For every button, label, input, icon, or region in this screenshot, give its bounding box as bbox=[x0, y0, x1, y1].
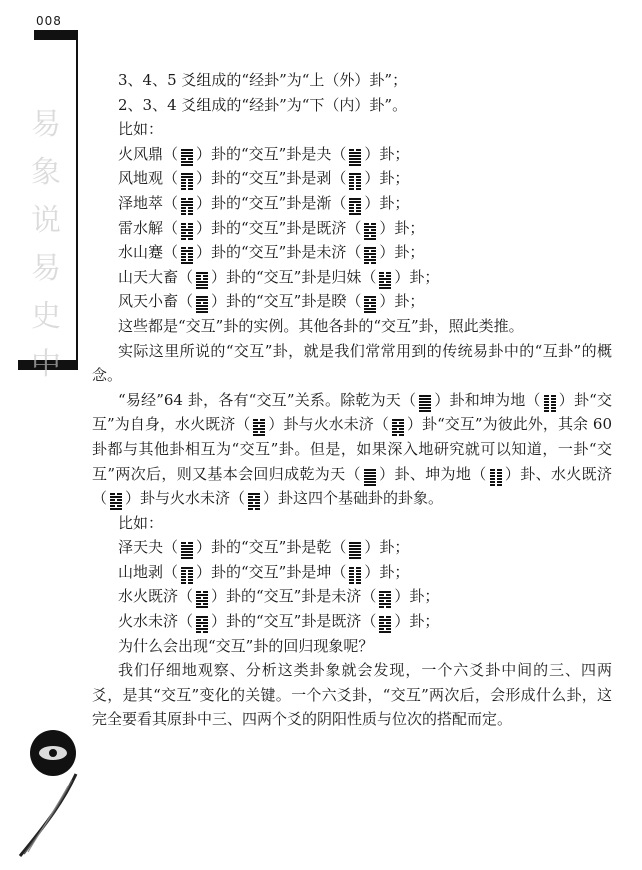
hexagram-icon bbox=[379, 591, 391, 602]
decorative-vertical-rule bbox=[76, 40, 78, 365]
hexagram-icon bbox=[181, 198, 193, 209]
paragraph: 这些都是“交互”卦的实例。其他各卦的“交互”卦，照此类推。 bbox=[118, 316, 524, 335]
side-title bbox=[28, 107, 64, 382]
hexagram-icon bbox=[349, 173, 361, 184]
example-line: 泽地萃（ ）卦的“交互”卦是渐（ ）卦； bbox=[92, 191, 612, 216]
hexagram-icon bbox=[349, 542, 361, 553]
hexagram-icon bbox=[181, 542, 193, 553]
paragraph: 实际这里所说的“交互”卦，就是我们常常用到的传统易卦中的“互卦”的概念。 bbox=[92, 341, 612, 385]
hexagram-icon bbox=[349, 567, 361, 578]
hexagram-icon bbox=[364, 247, 376, 258]
hexagram-icon bbox=[181, 149, 193, 160]
text-line: 比如： bbox=[118, 513, 164, 532]
hexagram-icon bbox=[110, 493, 122, 504]
side-title-char: 易 bbox=[31, 107, 61, 142]
side-title-char: 说 bbox=[31, 203, 61, 238]
hexagram-icon bbox=[181, 173, 193, 184]
example-line: 火水未济（ ）卦的“交互”卦是既济（ ）卦； bbox=[92, 609, 612, 634]
hexagram-icon bbox=[349, 149, 361, 160]
example-line: 风地观（ ）卦的“交互”卦是剥（ ）卦； bbox=[92, 166, 612, 191]
hexagram-icon bbox=[196, 296, 208, 307]
example-line: 水山蹇（ ）卦的“交互”卦是未济（ ）卦； bbox=[92, 240, 612, 265]
side-title-char: 易 bbox=[31, 251, 61, 286]
hexagram-icon bbox=[490, 469, 502, 480]
hexagram-icon bbox=[248, 493, 260, 504]
page-number: 008 bbox=[36, 14, 62, 28]
text-line: 为什么会出现“交互”卦的回归现象呢？ bbox=[118, 636, 374, 655]
example-line: 水火既济（ ）卦的“交互”卦是未济（ ）卦； bbox=[92, 584, 612, 609]
example-line: 火风鼎（ ）卦的“交互”卦是夬（ ）卦； bbox=[92, 142, 612, 167]
hexagram-icon bbox=[364, 296, 376, 307]
side-title-char: 象 bbox=[31, 155, 61, 190]
example-line: 山地剥（ ）卦的“交互”卦是坤（ ）卦； bbox=[92, 560, 612, 585]
hexagram-icon bbox=[196, 616, 208, 627]
hexagram-icon bbox=[181, 567, 193, 578]
brush-stroke-decoration-icon bbox=[14, 770, 84, 860]
example-line: 山天大畜（ ）卦的“交互”卦是归妹（ ）卦； bbox=[92, 265, 612, 290]
hexagram-icon bbox=[392, 419, 404, 430]
paragraph: 我们仔细地观察、分析这类卦象就会发现，一个六爻卦中间的三、四两爻，是其“交互”变化的关键。一个六爻卦，“交互”两次后，会形成什么卦，这完全要看其原卦中三、四两个爻的阴阳性质与位次的搭配而定。 bbox=[92, 661, 612, 729]
hexagram-icon bbox=[181, 223, 193, 234]
hexagram-icon bbox=[544, 395, 556, 406]
text-line: 2、3、4 爻组成的“经卦”为“下（内）卦”。 bbox=[118, 95, 408, 114]
example-line: 雷水解（ ）卦的“交互”卦是既济（ ）卦； bbox=[92, 216, 612, 241]
example-line: 风天小畜（ ）卦的“交互”卦是睽（ ）卦； bbox=[92, 289, 612, 314]
hexagram-icon bbox=[253, 419, 265, 430]
body-text bbox=[92, 68, 612, 732]
side-title-char: 中 bbox=[31, 347, 61, 382]
hexagram-icon bbox=[349, 198, 361, 209]
hexagram-icon bbox=[379, 272, 391, 283]
text-line: 3、4、5 爻组成的“经卦”为“上（外）卦”； bbox=[118, 71, 408, 89]
hexagram-icon bbox=[181, 247, 193, 258]
hexagram-icon bbox=[364, 223, 376, 234]
decorative-bar-top bbox=[34, 30, 78, 40]
hexagram-icon bbox=[379, 616, 391, 627]
side-title-char: 史 bbox=[31, 299, 61, 334]
text-line: 比如： bbox=[118, 120, 164, 139]
hexagram-icon bbox=[419, 395, 431, 406]
hexagram-icon bbox=[196, 591, 208, 602]
hexagram-icon bbox=[364, 469, 376, 480]
example-line: 泽天夬（ ）卦的“交互”卦是乾（ ）卦； bbox=[92, 535, 612, 560]
paragraph: “易经”64 卦，各有“交互”关系。除乾为天（ ）卦和坤为地（ ）卦“交互”为自身，水火既济（ ）卦与火水未济（ ）卦“交互”为彼此外，其余 60 卦都与其他卦相互为“交互”卦。但是，如果深入地研究就可以知道，一卦“交互”两次后，则又基本会回归成乾为天（ ）卦、坤为地（ ）卦、水火既济（ ）卦与火水未济（ ）卦这四个基础卦的卦象。 bbox=[92, 388, 612, 511]
hexagram-icon bbox=[196, 272, 208, 283]
